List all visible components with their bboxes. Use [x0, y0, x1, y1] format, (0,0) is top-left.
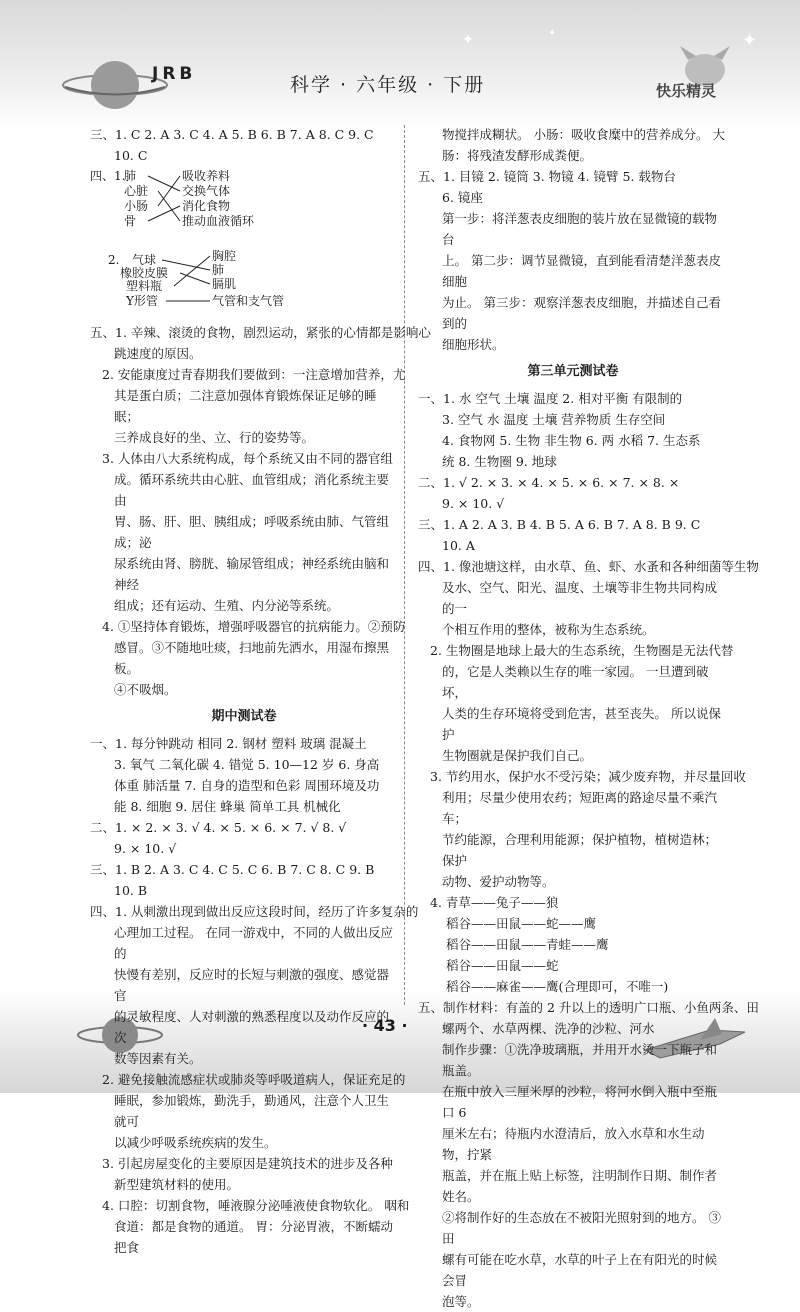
match-left: 塑料瓶	[126, 279, 163, 293]
answer-line: 二、1. √ 2. × 3. × 4. × 5. × 6. × 7. × 8. ×	[418, 475, 680, 490]
match-right: 消化食物	[182, 199, 231, 213]
answer-line: 数等因素有关。	[114, 1051, 202, 1066]
answer-line: 6. 镜座	[442, 190, 483, 205]
answer-line: 能 8. 细胞 9. 居住 蜂巢 简单工具 机械化	[114, 799, 341, 814]
answer-line: 在瓶中放入三厘米厚的沙粒，将河水倒入瓶中至瓶口 6	[442, 1084, 718, 1120]
answer-line: 9. × 10. √	[114, 841, 177, 856]
answer-line: 4. 青草——兔子——狼	[430, 895, 559, 910]
answer-line: 胃、肠、肝、胆、胰组成；呼吸系统由肺、气管组成；泌	[114, 514, 390, 550]
answer-line: 三、1. C 2. A 3. C 4. A 5. B 6. B 7. A 8. C 9. C	[90, 127, 374, 142]
food-chain: 稻谷——田鼠——蛇	[446, 958, 559, 973]
brand-mark: JRB	[152, 64, 197, 84]
star-icon: ✦	[742, 30, 758, 51]
match-lines	[90, 168, 190, 248]
match-left: 橡胶皮膜	[120, 266, 169, 280]
match-left: 心脏	[124, 184, 149, 198]
answer-line: 3. 人体由八大系统构成，每个系统又由不同的器官组	[102, 451, 393, 466]
answer-line: 成。循环系统共由心脏、血管组成；消化系统主要由	[114, 472, 390, 508]
answer-line: 以减少呼吸系统疾病的发生。	[114, 1135, 277, 1150]
answer-line: 组成；还有运动、生殖、内分泌等系统。	[114, 598, 340, 613]
left-column	[90, 124, 431, 1258]
answer-line: ②将制作好的生态放在不被阳光照射到的地方。 ③田	[442, 1210, 721, 1246]
answer-line: 泡等。	[442, 1294, 480, 1309]
answer-line: 10. A	[442, 538, 475, 553]
answer-line: 为止。 第三步：观察洋葱表皮细胞，并描述自己看到的	[442, 295, 721, 331]
column-divider	[404, 125, 405, 1005]
matching-diagram-1	[90, 168, 398, 248]
answer-line: 三、1. B 2. A 3. C 4. C 5. C 6. B 7. C 8. C 9. B	[90, 862, 375, 877]
answer-line: 食道：都是食物的通道。 胃：分泌胃液，不断蠕动把食	[114, 1219, 393, 1255]
answer-line: 厘米左右；待瓶内水澄清后，放入水草和水生动物，拧紧	[442, 1126, 705, 1162]
answer-line: 一、1. 每分钟跳动 相同 2. 钢材 塑料 玻璃 混凝土	[90, 736, 367, 751]
answer-line: 4. 口腔：切割食物，唾液腺分泌唾液使食物软化。 咽和	[102, 1198, 410, 1213]
answer-line: 螺两个、水草两棵、洗净的沙粒、河水	[442, 1021, 655, 1036]
match-right: 吸收养料	[182, 169, 231, 183]
answer-line: 统 8. 生物圈 9. 地球	[442, 454, 557, 469]
answer-line: 3. 空气 水 温度 土壤 营养物质 生存空间	[442, 412, 666, 427]
answer-line: 尿系统由肾、膀胱、输尿管组成；神经系统由脑和神经	[114, 556, 390, 592]
answer-line: 的灵敏程度、人对刺激的熟悉程度以及动作反应的次	[114, 1009, 390, 1045]
answer-line: 四、1. 像池塘这样，由水草、鱼、虾、水蚤和各种细菌等生物	[418, 559, 759, 574]
right-column	[418, 124, 759, 1312]
match-lines	[90, 250, 220, 320]
answer-line: 制作步骤：①洗净玻璃瓶，并用开水烫一下瓶子和瓶盖。	[442, 1042, 718, 1078]
answer-line: 2. 安能康度过青春期我们要做到：一注意增加营养，尤	[102, 367, 406, 382]
answer-line: 新型建筑材料的使用。	[114, 1177, 240, 1192]
answer-line: ④不吸烟。	[114, 682, 177, 697]
answer-line: 第一步：将洋葱表皮细胞的装片放在显微镜的载物台	[442, 211, 718, 247]
answer-line: 4. 食物网 5. 生物 非生物 6. 两 水稻 7. 生态系	[442, 433, 701, 448]
match-left: Y形管	[126, 294, 158, 308]
page-title: 科学 · 六年级 · 下册	[290, 74, 486, 96]
match-right: 推动血液循环	[182, 214, 255, 228]
answer-line: 感冒。③不随地吐痰，扫地前先洒水，用湿布擦黑板。	[114, 640, 390, 676]
answer-line: 个相互作用的整体，被称为生态系统。	[442, 622, 655, 637]
answer-line: 动物、爱护动物等。	[442, 874, 555, 889]
section-title-unit3: 第三单元测试卷	[527, 364, 619, 379]
answer-line: 三、1. A 2. A 3. B 4. B 5. A 6. B 7. A 8. B 9. C	[418, 517, 701, 532]
question-number: 四、1.	[90, 169, 126, 183]
section-title-midterm: 期中测试卷	[211, 709, 277, 724]
answer-line: 一、1. 水 空气 土壤 温度 2. 相对平衡 有限制的	[418, 391, 683, 406]
answer-line: 3. 引起房屋变化的主要原因是建筑技术的进步及各种	[102, 1156, 393, 1171]
answer-line: 利用；尽量少使用农药；短距离的路途尽量不乘汽车；	[442, 790, 718, 826]
answer-line: 其是蛋白质；二注意加强体育锻炼保证足够的睡眠；	[114, 388, 377, 424]
food-chain: 稻谷——田鼠——蛇——鹰	[446, 916, 597, 931]
match-right: 胸腔	[212, 249, 237, 263]
match-left: 气球	[132, 253, 157, 267]
answer-line: 上。 第二步：调节显微镜，直到能看清楚洋葱表皮细胞	[442, 253, 721, 289]
answer-line: 五、1. 辛辣、滚烫的食物，剧烈运动，紧张的心情都是影响心	[90, 325, 431, 340]
answer-line: 生物圈就是保护我们自己。	[442, 748, 593, 763]
logo-text: 快乐精灵	[656, 82, 717, 100]
answer-line: 细胞形状。	[442, 337, 505, 352]
answer-line: 9. × 10. √	[442, 496, 505, 511]
answer-line: 睡眠，参加锻炼，勤洗手，勤通风，注意个人卫生就可	[114, 1093, 390, 1129]
question-number: 2.	[108, 253, 120, 267]
answer-line: 4. ①坚持体育锻炼，增强呼吸器官的抗病能力。②预防	[102, 619, 406, 634]
food-chain: 稻谷——麻雀——鹰(合理即可，不唯一)	[446, 979, 669, 994]
match-left: 肺	[124, 169, 137, 183]
matching-diagram-2	[90, 250, 398, 320]
match-right: 肺	[212, 263, 225, 277]
page-number: · 43 ·	[362, 1016, 408, 1035]
match-left: 骨	[124, 214, 137, 228]
answer-line: 的，它是人类赖以生存的唯一家园。 一旦遭到破坏，	[442, 664, 709, 700]
answer-line: 心理加工过程。 在同一游戏中，不同的人做出反应的	[114, 925, 393, 961]
star-icon: ✦	[462, 32, 474, 48]
match-right: 气管和支气管	[212, 294, 285, 308]
answer-line: 跳速度的原因。	[114, 346, 202, 361]
answer-line: 四、1. 从刺激出现到做出反应这段时间，经历了许多复杂的	[90, 904, 419, 919]
match-right: 交换气体	[182, 184, 231, 198]
answer-line: 3. 节约用水，保护水不受污染；减少废弃物，并尽量回收	[430, 769, 746, 784]
answer-line: 螺有可能在吃水草，水草的叶子上在有阳光的时候会冒	[442, 1252, 718, 1288]
food-chain: 稻谷——田鼠——青蛙——鹰	[446, 937, 609, 952]
answer-line: 快慢有差别，反应时的长短与刺激的强度、感觉器官	[114, 967, 390, 1003]
answer-line: 体重 肺活量 7. 自身的造型和色彩 周围环境及功	[114, 778, 380, 793]
match-right: 膈肌	[212, 277, 237, 291]
answer-line: 10. C	[114, 148, 148, 163]
answer-line: 10. B	[114, 883, 148, 898]
answer-line: 3. 氧气 二氧化碳 4. 错觉 5. 10—12 岁 6. 身高	[114, 757, 380, 772]
answer-line: 五、1. 目镜 2. 镜筒 3. 物镜 4. 镜臂 5. 载物台	[418, 169, 676, 184]
match-left: 小肠	[124, 199, 149, 213]
answer-line: 三养成良好的坐、立、行的姿势等。	[114, 430, 315, 445]
answer-line: 物搅拌成糊状。 小肠：吸收食糜中的营养成分。 大	[442, 127, 725, 142]
planet-icon	[60, 40, 170, 130]
answer-line: 2. 避免接触流感症状或肺炎等呼吸道病人，保证充足的	[102, 1072, 406, 1087]
answer-line: 及水、空气、阳光、温度、土壤等非生物共同构成的一	[442, 580, 718, 616]
star-icon: ✦	[548, 28, 557, 39]
answer-line: 瓶盖，并在瓶上贴上标签，注明制作日期、制作者姓名。	[442, 1168, 718, 1204]
answer-line: 肠：将残渣发酵形成粪便。	[442, 148, 593, 163]
answer-line: 二、1. × 2. × 3. √ 4. × 5. × 6. × 7. √ 8. √	[90, 820, 347, 835]
answer-line: 节约能源，合理利用能源；保护植物，植树造林；保护	[442, 832, 718, 868]
answer-line: 人类的生存环境将受到危害，甚至丧失。 所以说保护	[442, 706, 721, 742]
answer-line: 2. 生物圈是地球上最大的生态系统，生物圈是无法代替	[430, 643, 734, 658]
answer-line: 五、制作材料：有盖的 2 升以上的透明广口瓶、小鱼两条、田	[418, 1000, 759, 1015]
